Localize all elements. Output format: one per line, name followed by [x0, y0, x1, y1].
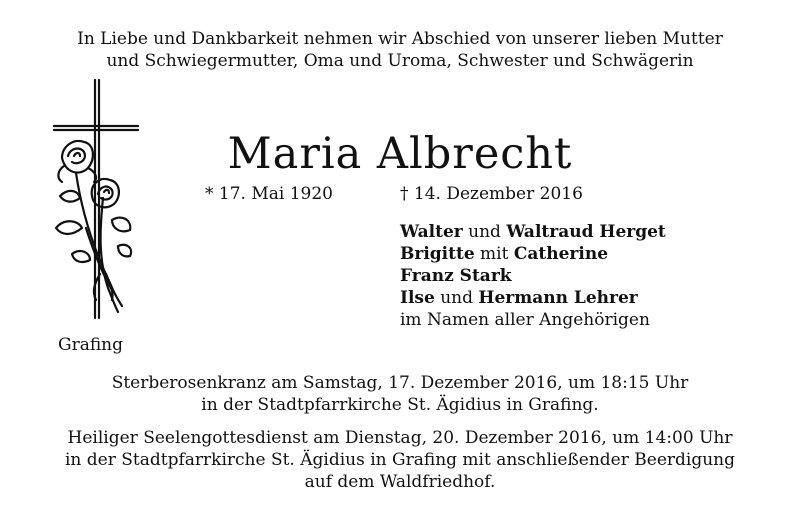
cross-with-roses-icon — [48, 78, 148, 328]
birth-date: * 17. Mai 1920 — [205, 184, 333, 204]
mourner-line: Walter und Waltraud Herget — [400, 222, 666, 242]
funeral-mass-info — [0, 427, 800, 493]
intro-line-1: In Liebe und Dankbarkeit nehmen wir Abschied von unserer lieben Mutter — [77, 29, 723, 49]
deceased-name: Maria Albrecht — [227, 129, 573, 179]
mourners-list — [400, 221, 666, 331]
rosary-info — [0, 372, 800, 416]
mass-line-2: in der Stadtpfarrkirche St. Ägidius in Grafing mit anschließender Beerdigung — [65, 450, 735, 470]
mourner-line: Franz Stark — [400, 266, 512, 286]
death-date: † 14. Dezember 2016 — [400, 184, 583, 204]
rosary-line-1: Sterberosenkranz am Samstag, 17. Dezember 2016, um 18:15 Uhr — [111, 373, 689, 393]
rosary-line-2: in der Stadtpfarrkirche St. Ägidius in Grafing. — [201, 395, 599, 415]
mourners-closing: im Namen aller Angehörigen — [400, 310, 650, 330]
intro-text — [0, 28, 800, 72]
mourner-line: Brigitte mit Catherine — [400, 244, 609, 264]
mourner-line: Ilse und Hermann Lehrer — [400, 288, 638, 308]
mass-line-1: Heiliger Seelengottesdienst am Dienstag, 20. Dezember 2016, um 14:00 Uhr — [67, 428, 733, 448]
place-label: Grafing — [58, 335, 124, 355]
mass-line-3: auf dem Waldfriedhof. — [304, 472, 496, 492]
intro-line-2: und Schwiegermutter, Oma und Uroma, Schwester und Schwägerin — [106, 51, 694, 71]
